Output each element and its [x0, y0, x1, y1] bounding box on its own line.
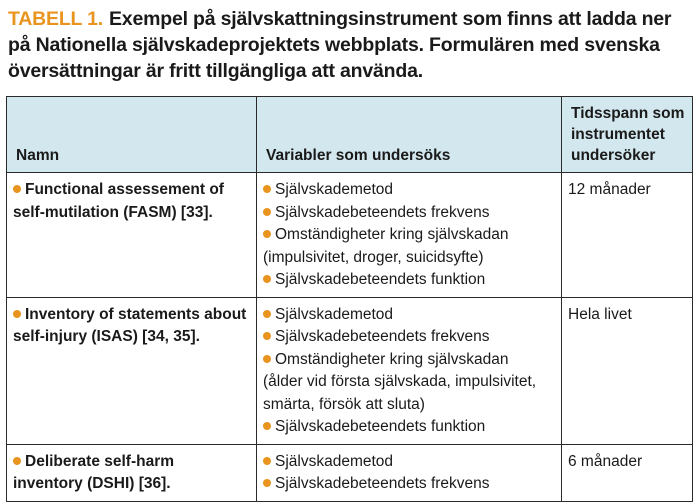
variable-item [263, 473, 553, 496]
bullet-dot [13, 310, 21, 318]
instrument-name-cell [7, 173, 257, 298]
table-row [7, 173, 693, 298]
bullet-dot [263, 230, 271, 238]
timespan-cell: 12 månader [562, 173, 693, 298]
bullet-dot [263, 422, 271, 430]
bullet-dot [263, 275, 271, 283]
variable-item [263, 326, 553, 349]
variable-item [263, 179, 553, 202]
variables-cell [257, 444, 562, 501]
timespan-cell: 6 månader [562, 444, 693, 501]
bullet-dot [263, 355, 271, 363]
table-row [7, 444, 693, 501]
variable-text: Omständigheter kring självskadan [275, 226, 509, 243]
variable-item [263, 451, 553, 474]
header-variables: Variabler som undersöks [257, 97, 562, 173]
instrument-name: Functional assessement of self-mutilation (FASM) [33]. [13, 181, 224, 221]
instrument-name: Inventory of statements about self-injury (ISAS) [34, 35]. [13, 305, 247, 345]
bullet-dot [263, 332, 271, 340]
bullet-dot [263, 208, 271, 216]
variable-text: Självskadebeteendets funktion [275, 418, 486, 435]
instrument-table [6, 96, 693, 502]
caption-text: Exempel på självskattningsinstrument som finns att ladda ner på Nationella självskadeprojektets webbplats. Formulären med svenska översättningar är fritt tillgängliga att använda. [8, 8, 672, 82]
bullet-dot [13, 457, 21, 465]
bullet-dot [263, 479, 271, 487]
variable-item [263, 202, 553, 225]
variable-item [263, 416, 553, 439]
variables-cell [257, 297, 562, 444]
variable-detail: (impulsivitet, droger, suicidsyfte) [263, 248, 484, 266]
bullet-dot [13, 185, 21, 193]
variable-item [263, 224, 553, 247]
variables-cell [257, 173, 562, 298]
variable-text: Självskadebeteendets frekvens [275, 328, 490, 345]
header-row [7, 97, 693, 173]
caption-label: TABELL 1. [8, 8, 103, 30]
variable-text: Självskademetod [275, 305, 394, 323]
variable-text: Självskadebeteendets frekvens [275, 203, 490, 221]
bullet-dot [263, 310, 271, 318]
bullet-dot [263, 185, 271, 193]
instrument-name-cell [7, 297, 257, 444]
header-timespan: Tidsspann som instrumentet undersöker [562, 97, 693, 173]
variable-text: Självskademetod [275, 452, 394, 470]
variable-item [263, 269, 553, 292]
table-caption [8, 6, 692, 84]
variable-item [263, 304, 553, 327]
table-row [7, 297, 693, 444]
variable-text: Självskadebeteendets frekvens [275, 475, 490, 492]
variable-detail: (ålder vid första självskada, impulsivitet, smärta, försök att sluta) [263, 373, 537, 413]
variable-text: Självskademetod [275, 181, 394, 198]
variable-text: Omständigheter kring självskadan [275, 350, 509, 368]
instrument-name-cell [7, 444, 257, 501]
bullet-dot [263, 457, 271, 465]
instrument-name: Deliberate self-harm inventory (DSHI) [36]. [13, 452, 175, 492]
header-name: Namn [7, 97, 257, 173]
variable-item [263, 349, 553, 372]
timespan-cell: Hela livet [562, 297, 693, 444]
variable-text: Självskadebeteendets funktion [275, 271, 486, 288]
